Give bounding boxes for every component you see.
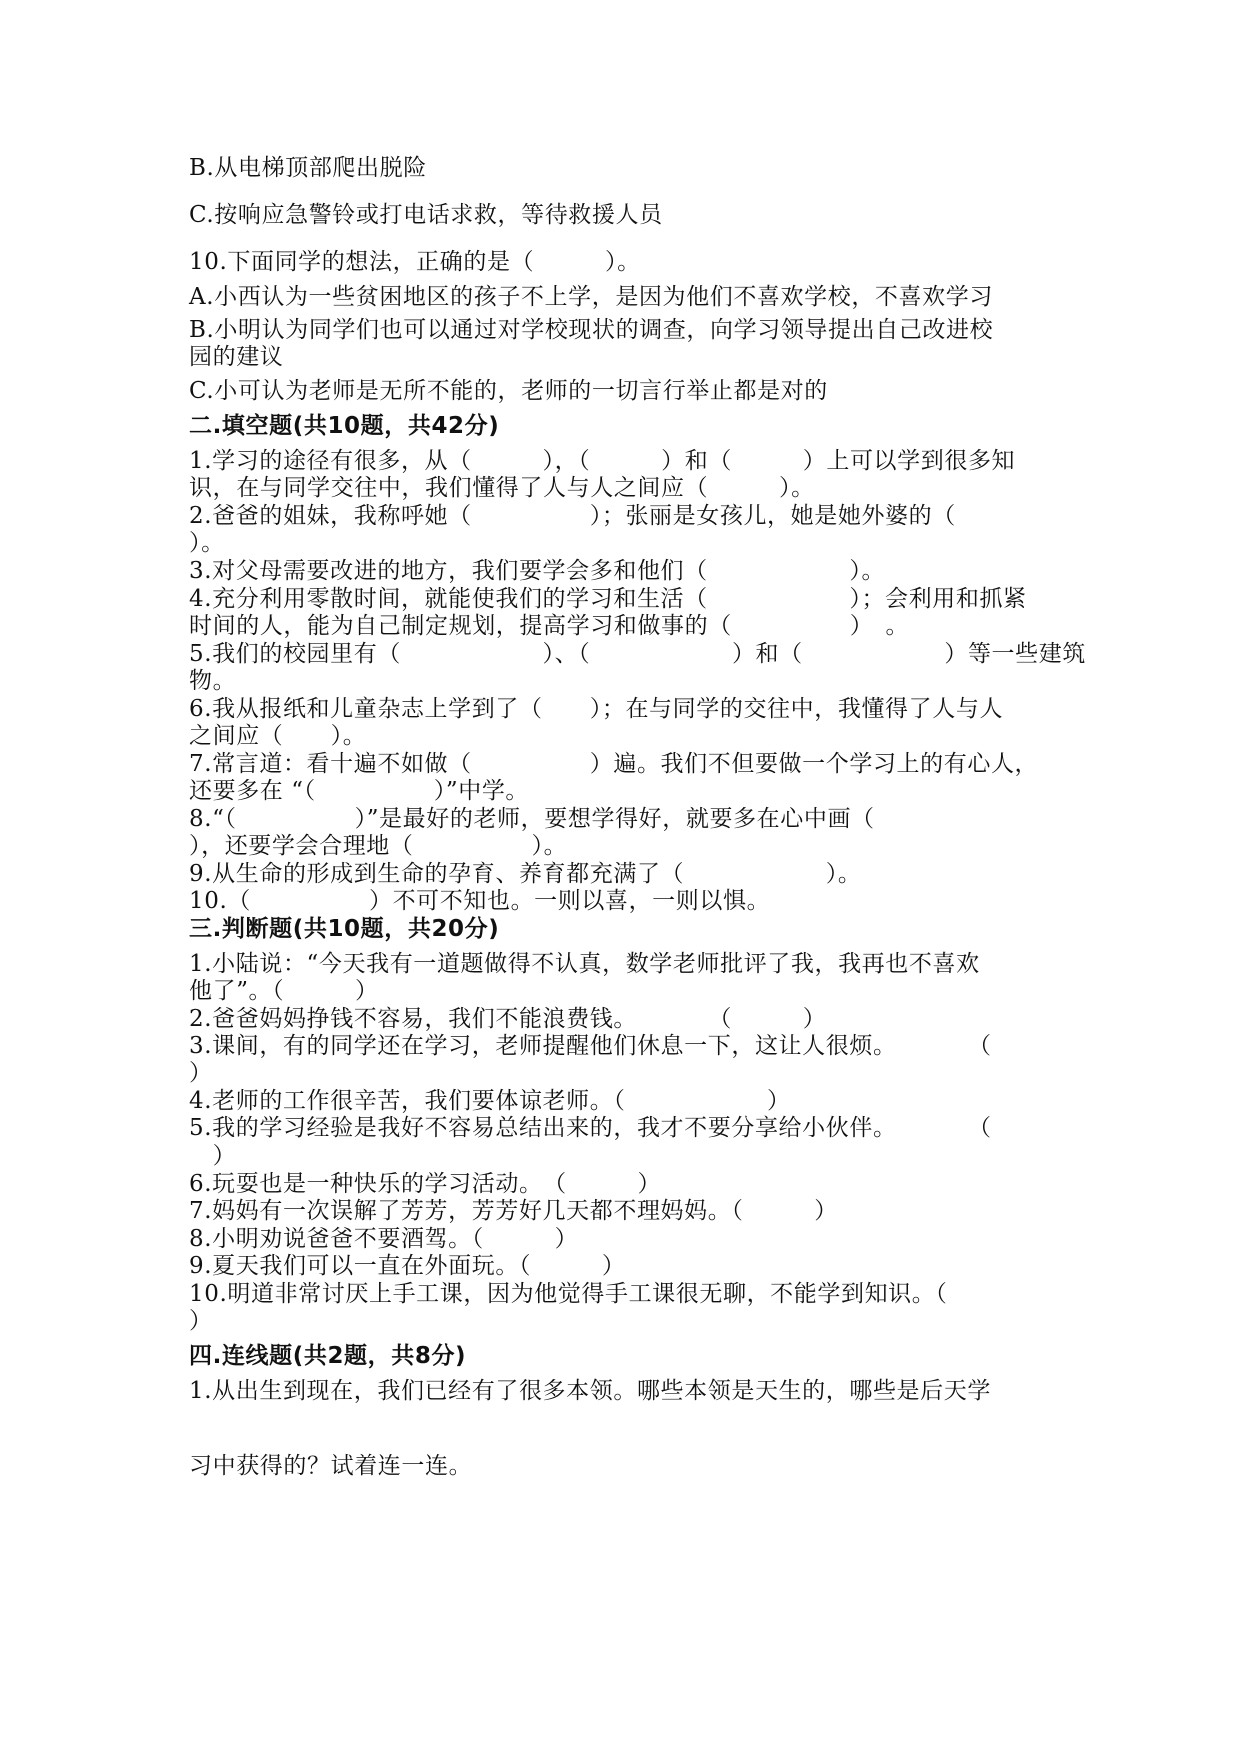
tf-q10-cont-line: ） [189, 1308, 213, 1334]
tf-q1-cont-line: 他了”。（ ） [189, 978, 379, 1004]
section-heading-true-false: 三.判断题(共10题，共20分) [189, 916, 500, 942]
section-heading-fill-blank: 二.填空题(共10题，共42分) [189, 413, 500, 439]
fill-q4-line: 4.充分利用零散时间，就能使我们的学习和生活（ ）；会利用和抓紧 [189, 586, 1027, 612]
fill-q10-line: 10.（ ）不可不知也。一则以喜，一则以惧。 [189, 888, 771, 914]
tf-q2-line: 2.爸爸妈妈挣钱不容易，我们不能浪费钱。 （ ） [189, 1006, 827, 1032]
tf-q8-line: 8.小明劝说爸爸不要酒驾。（ ） [189, 1226, 579, 1252]
fill-q8-cont-line: ），还要学会合理地（ ）。 [189, 833, 568, 859]
option-c-line: C.按响应急警铃或打电话求救，等待救援人员 [189, 202, 663, 228]
option-c-line: C.小可认为老师是无所不能的，老师的一切言行举止都是对的 [189, 378, 828, 404]
fill-q8-line: 8.“（ ）”是最好的老师，要想学得好，就要多在心中画（ [189, 806, 875, 832]
tf-q3-cont-line: ） [189, 1060, 213, 1086]
fill-q9-line: 9.从生命的形成到生命的孕育、养育都充满了（ ）。 [189, 861, 862, 887]
option-b-line: B.小明认为同学们也可以通过对学校现状的调查，向学习领导提出自己改进校 [189, 317, 994, 343]
fill-q3-line: 3.对父母需要改进的地方，我们要学会多和他们（ ）。 [189, 558, 886, 584]
fill-q5-cont-line: 物。 [189, 668, 237, 694]
fill-q5-line: 5.我们的校园里有（ ）、（ ）和（ ）等一些建筑 [189, 641, 1086, 667]
tf-q7-line: 7.妈妈有一次误解了芳芳，芳芳好几天都不理妈妈。（ ） [189, 1198, 838, 1224]
fill-q6-line: 6.我从报纸和儿童杂志上学到了（ ）；在与同学的交往中，我懂得了人与人 [189, 696, 1004, 722]
question-10-line: 10.下面同学的想法，正确的是（ ）。 [189, 249, 641, 275]
fill-q4-cont-line: 时间的人，能为自己制定规划，提高学习和做事的（ ） 。 [189, 613, 910, 639]
option-b-cont-line: 园的建议 [189, 344, 284, 370]
match-q1-line: 1.从出生到现在，我们已经有了很多本领。哪些本领是天生的，哪些是后天学 [189, 1378, 991, 1404]
tf-q1-line: 1.小陆说：“今天我有一道题做得不认真，数学老师批评了我，我再也不喜欢 [189, 951, 980, 977]
fill-q7-cont-line: 还要多在 “（ ）”中学。 [189, 778, 530, 804]
option-a-line: A.小西认为一些贫困地区的孩子不上学，是因为他们不喜欢学校，不喜欢学习 [189, 284, 993, 310]
tf-q10-line: 10.明道非常讨厌上手工课，因为他觉得手工课很无聊，不能学到知识。（ [189, 1281, 948, 1307]
match-q1-cont-line: 习中获得的？试着连一连。 [189, 1453, 473, 1479]
tf-q3-line: 3.课间，有的同学还在学习，老师提醒他们休息一下，这让人很烦。 （ [189, 1033, 992, 1059]
tf-q6-line: 6.玩耍也是一种快乐的学习活动。 （ ） [189, 1171, 662, 1197]
fill-q1-cont-line: 识，在与同学交往中，我们懂得了人与人之间应（ ）。 [189, 475, 815, 501]
fill-q2-cont-line: ）。 [189, 530, 225, 556]
tf-q5-line: 5.我的学习经验是我好不容易总结出来的，我才不要分享给小伙伴。 （ [189, 1115, 992, 1141]
fill-q1-line: 1.学习的途径有很多，从（ ），（ ）和（ ）上可以学到很多知 [189, 448, 1016, 474]
section-heading-matching: 四.连线题(共2题，共8分) [189, 1343, 467, 1369]
fill-q7-line: 7.常言道：看十遍不如做（ ）遍。我们不但要做一个学习上的有心人， [189, 751, 1039, 777]
option-b-line: B.从电梯顶部爬出脱险 [189, 155, 427, 181]
fill-q2-line: 2.爸爸的姐妹，我称呼她（ ）；张丽是女孩儿，她是她外婆的（ [189, 503, 956, 529]
tf-q9-line: 9.夏天我们可以一直在外面玩。（ ） [189, 1253, 626, 1279]
fill-q6-cont-line: 之间应（ ）。 [189, 723, 367, 749]
tf-q4-line: 4.老师的工作很辛苦，我们要体谅老师。（ ） [189, 1088, 791, 1114]
tf-q5-cont-line: ） [189, 1143, 237, 1169]
